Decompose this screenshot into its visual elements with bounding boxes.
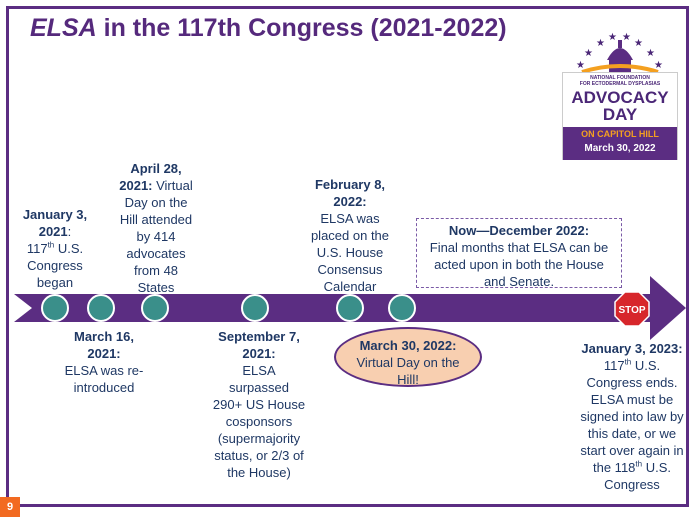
timeline-dot-mar16-2021 bbox=[87, 294, 115, 322]
stop-sign-text: STOP bbox=[618, 305, 646, 316]
event-sep7-2021: September 7, 2021: ELSA surpassed 290+ US House cosponsors (supermajority status, or 2/3 of the House) bbox=[212, 329, 306, 480]
event-apr28-2021: April 28, 2021: Virtual Day on the Hill attended by 414 advocates from 48 States bbox=[119, 161, 193, 295]
event-jan3-2023: January 3, 2023: 117th U.S. Congress ends. ELSA must be signed into law by this date, or we start over again in the 118th U.S. Congress bbox=[580, 341, 684, 492]
svg-text:★: ★ bbox=[576, 60, 585, 71]
logo-advocacy: ADVOCACY bbox=[571, 88, 669, 107]
stop-sign-icon bbox=[614, 291, 650, 327]
svg-text:★: ★ bbox=[634, 38, 643, 49]
timeline-dot-feb8-2022 bbox=[336, 294, 364, 322]
event-mar16-2021: March 16, 2021: ELSA was re- introduced bbox=[64, 329, 144, 395]
event-now-dec-2022: Now—December 2022: Final months that ELSA can be acted upon in both the House and Senate. bbox=[429, 223, 609, 289]
svg-text:★: ★ bbox=[608, 32, 617, 43]
title-elsa: ELSA bbox=[30, 14, 97, 42]
event-jan3-2021: January 3, 2021: 117th U.S. Congress began bbox=[22, 207, 88, 290]
logo-day: DAY bbox=[602, 105, 638, 124]
svg-text:★: ★ bbox=[596, 38, 605, 49]
svg-text:★: ★ bbox=[622, 32, 631, 43]
svg-text:★: ★ bbox=[646, 48, 655, 59]
page-number: 9 bbox=[0, 497, 20, 517]
timeline-dot-apr28-2021 bbox=[141, 294, 169, 322]
logo-org-line1: NATIONAL FOUNDATION bbox=[590, 75, 650, 81]
svg-text:★: ★ bbox=[584, 48, 593, 59]
timeline-dot-mar30-2022 bbox=[388, 294, 416, 322]
title-rest: in the 117th Congress (2021-2022) bbox=[96, 14, 507, 42]
event-mar30-2022: March 30, 2022: Virtual Day on the Hill! bbox=[356, 338, 460, 387]
event-feb8-2022: February 8, 2022: ELSA was placed on the U.S. House Consensus Calendar bbox=[310, 177, 390, 294]
timeline-dot-jan3-2021 bbox=[41, 294, 69, 322]
logo-capitol-hill: ON CAPITOL HILL bbox=[581, 129, 659, 139]
timeline-dot-sep7-2021 bbox=[241, 294, 269, 322]
logo-org-line2: FOR ECTODERMAL DYSPLASIAS bbox=[579, 81, 661, 87]
svg-text:★: ★ bbox=[654, 60, 663, 71]
logo-date: March 30, 2022 bbox=[584, 143, 656, 154]
